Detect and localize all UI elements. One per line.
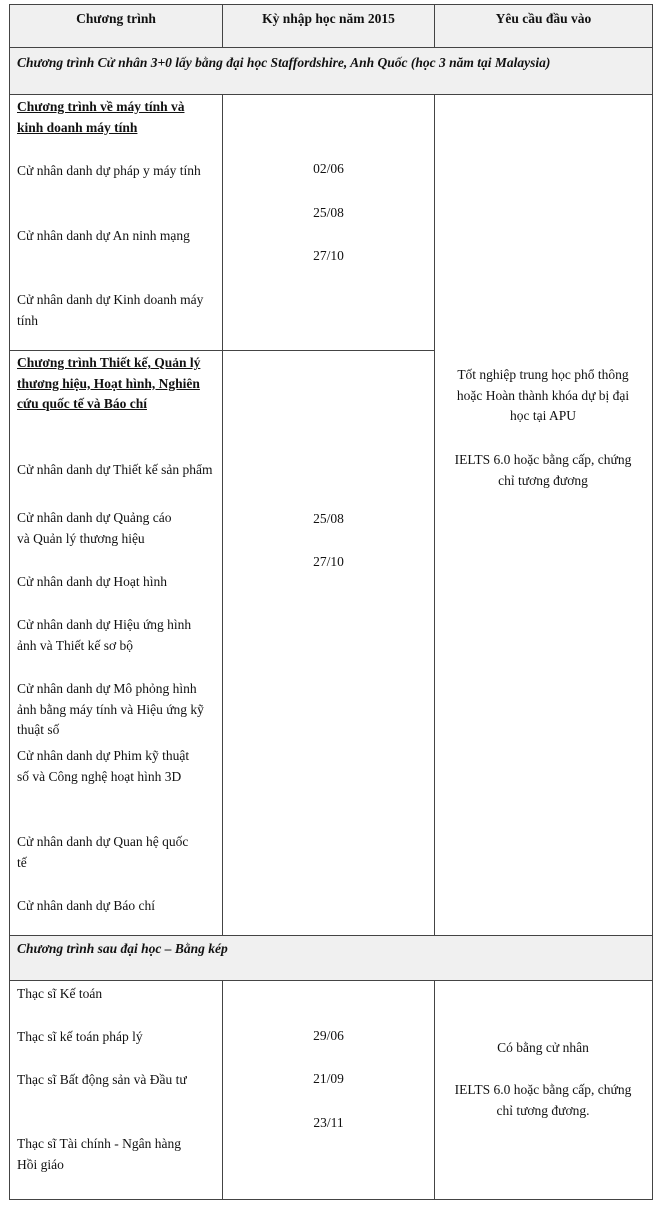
intake-date: 27/10 [313,554,344,569]
col-divider [434,94,435,936]
program-item: Cử nhân danh dự Quảng cáo và Quản lý thương hiệu [17,510,172,546]
intake-date: 29/06 [313,1028,344,1043]
program-item: Thạc sĩ Bất động sản và Đầu tư [17,1072,187,1087]
requirement-text: Tốt nghiệp trung học phổ thông hoặc Hoàn thành khóa dự bị đại học tại APU [456,367,630,423]
row-divider [10,47,653,48]
section2-title: Chương trình sau đại học – Bằng kép [17,941,228,956]
requirement-text: IELTS 6.0 hoặc bằng cấp, chứng chỉ tương đương [454,452,632,488]
program-item: Cử nhân danh dự Quan hệ quốc tế [17,834,189,870]
program-item: Cử nhân danh dự Thiết kế sản phẩm [17,462,213,477]
col-divider [222,980,223,1200]
header-requirements: Yêu cầu đầu vào [495,11,592,26]
program-item: Thạc sĩ Kế toán [17,986,103,1001]
col-divider [434,980,435,1200]
program-item: Cử nhân danh dự Báo chí [17,898,155,913]
program-item: Cử nhân danh dự Mô phỏng hình ảnh bằng máy tính và Hiệu ứng kỹ thuật số [17,681,204,737]
program-item: Cử nhân danh dự An ninh mạng [17,228,190,243]
program-item: Thạc sĩ kế toán pháp lý [17,1029,143,1044]
header-program: Chương trình [76,11,156,26]
program-item: Cử nhân danh dự pháp y máy tính [17,163,201,178]
program-item: Cử nhân danh dự Kinh doanh máy tính [17,292,204,328]
table-border [9,4,653,1200]
group1-title: Chương trình về máy tính và kinh doanh máy tính [17,99,185,135]
intake-date: 21/09 [313,1071,344,1086]
section1-title: Chương trình Cử nhân 3+0 lấy bằng đại học Staffordshire, Anh Quốc (học 3 năm tại Malaysia) [17,55,551,70]
group2-title: Chương trình Thiết kế, Quản lý thương hiệu, Hoạt hình, Nghiên cứu quốc tế và Báo chí [17,355,201,411]
requirement-text: IELTS 6.0 hoặc bằng cấp, chứng chỉ tương đương. [454,1082,632,1118]
program-item: Cử nhân danh dự Hoạt hình [17,574,167,589]
row-divider [10,94,653,95]
row-divider [10,935,653,936]
intake-date: 02/06 [313,161,344,176]
header-intake: Kỳ nhập học năm 2015 [262,11,395,26]
intake-date: 27/10 [313,248,344,263]
intake-date: 23/11 [313,1115,344,1130]
program-item: Cử nhân danh dự Hiệu ứng hình ảnh và Thiết kế sơ bộ [17,617,192,653]
row-divider [10,980,653,981]
requirement-text: Có bằng cử nhân [497,1040,589,1055]
intake-date: 25/08 [313,205,344,220]
program-item: Thạc sĩ Tài chính - Ngân hàng Hồi giáo [17,1136,181,1172]
intake-date: 25/08 [313,511,344,526]
program-item: Cử nhân danh dự Phim kỹ thuật số và Công nghệ hoạt hình 3D [17,748,190,784]
